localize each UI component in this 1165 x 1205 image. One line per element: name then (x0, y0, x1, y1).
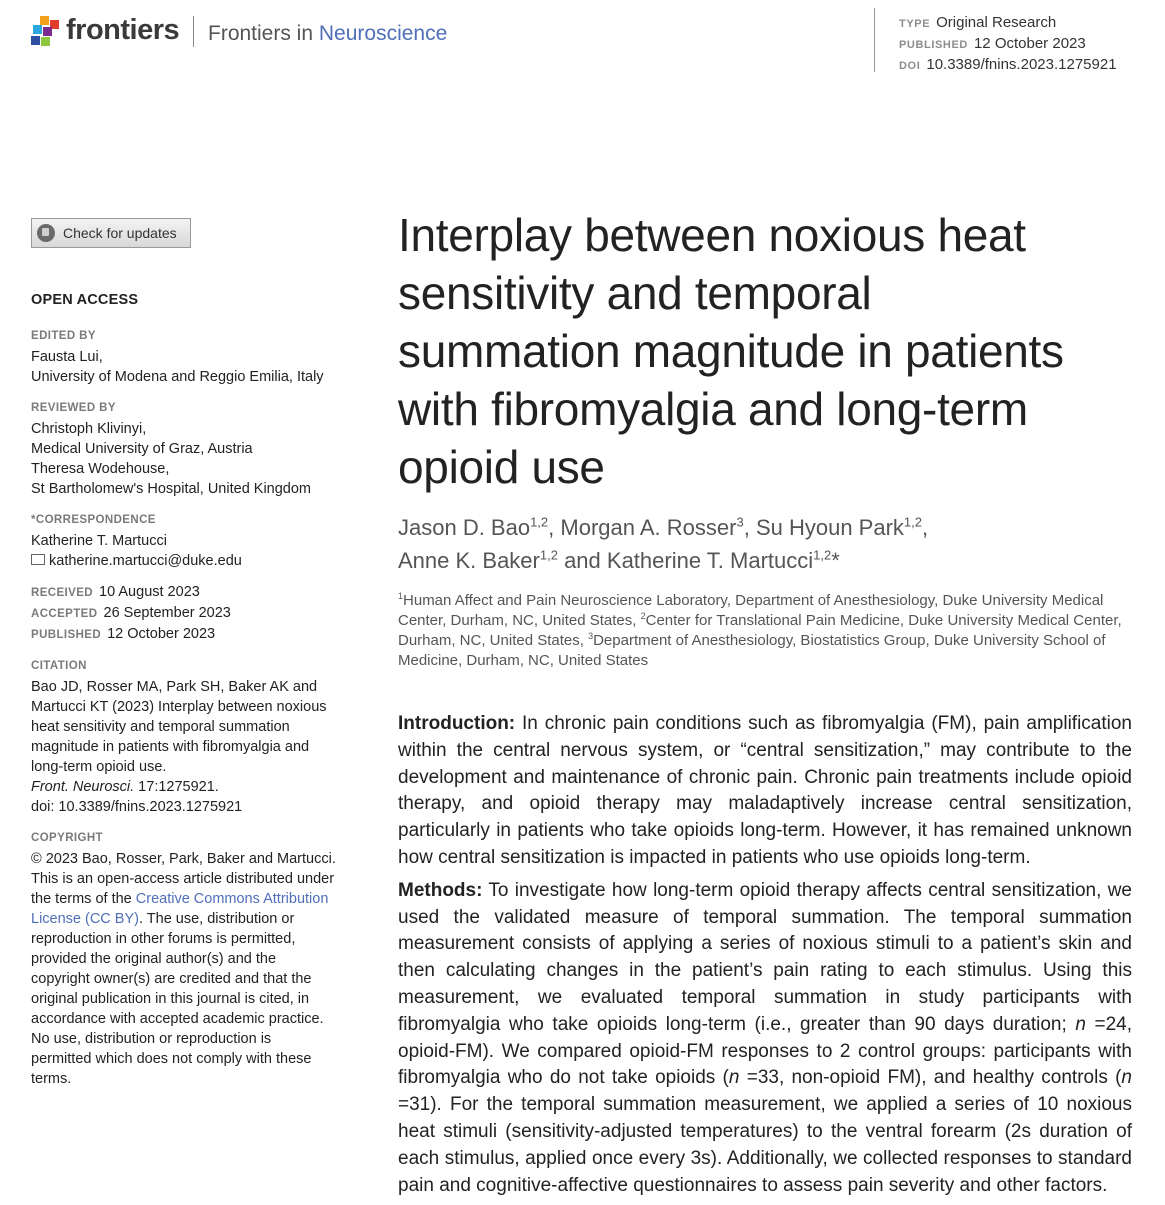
correspondence-name: Katherine T. Martucci (31, 533, 167, 549)
accepted-label: ACCEPTED (31, 608, 98, 620)
title-line: opioid use (398, 441, 605, 493)
author-name[interactable]: Jason D. Bao (398, 515, 531, 540)
citation-line: Martucci KT (2023) Interplay between noxious (31, 699, 327, 715)
crossmark-icon (37, 224, 55, 242)
citation-section (31, 656, 371, 817)
introduction-text: In chronic pain conditions such as fibromyalgia (FM), pain amplification within the central nervous system, or “central sensitization,” may contribute to the development and maintenance of chronic pain. Chronic pain treatments include opioid therapy, and opioid therapy may maladaptively increase central sensitization, particularly in patients who take opioids long-term. However, it has remained unknown how central sensitization is impacted in patients who use opioids long-term. (398, 713, 1132, 868)
accepted-date: 26 September 2023 (103, 605, 231, 621)
methods-text: =24, opioid-FM). We compared opioid-FM responses to 2 control groups: participants with fibromyalgia who do not take opioids ( (398, 1013, 1132, 1089)
citation-volume: 17:1275921. (134, 779, 219, 795)
citation-line: heat sensitivity and temporal summation (31, 719, 290, 735)
reviewed-section (31, 398, 371, 499)
frontiers-cubes-icon (30, 15, 60, 47)
received-label: RECEIVED (31, 587, 93, 599)
author-separator: * (831, 548, 840, 573)
published-label: PUBLISHED (31, 629, 102, 641)
methods-text: To investigate how long-term opioid therapy affects central sensitization, we used the validated measure of temporal summation. The temporal summation measurement consists of applying a series of noxious stimuli to a patient’s skin and then calculating changes in the patient’s pain rating to each stimulus. Using this measurement, we evaluated temporal summation in study participants with fibromyalgia who take opioids long-term (i.e., greater than 90 days duration; (398, 879, 1132, 1035)
copyright-line: terms. (31, 1071, 72, 1087)
author-affiliation-sup: 1,2 (530, 514, 549, 530)
journal-name[interactable] (208, 22, 447, 46)
open-access-label: OPEN ACCESS (31, 292, 139, 308)
journal-prefix: Frontiers in (208, 22, 319, 45)
introduction-heading: Introduction: (398, 713, 516, 734)
copyright-text: the terms of the (31, 891, 136, 907)
author-separator: and (557, 548, 607, 573)
copyright-line: © 2023 Bao, Rosser, Park, Baker and Martucci. (31, 851, 336, 867)
title-line: summation magnitude in patients (398, 325, 1064, 377)
citation-line: long-term opioid use. (31, 759, 167, 775)
affiliation-text: Center for Translational Pain Medicine, Duke University Medical Center, Durham, NC, United States, (398, 612, 1122, 649)
copyright-line: copyright owner(s) are credited and that the (31, 971, 312, 987)
doi-label: DOI (899, 60, 921, 72)
author-separator: , (743, 515, 756, 540)
copyright-line: This is an open-access article distributed under (31, 871, 335, 887)
author-affiliation-sup: 1,2 (539, 547, 558, 563)
title-line: sensitivity and temporal (398, 267, 872, 319)
correspondence-section (31, 510, 371, 571)
title-line: Interplay between noxious heat (398, 209, 1026, 261)
citation-label: CITATION (31, 660, 87, 672)
received-date: 10 August 2023 (99, 584, 200, 600)
author-name[interactable]: Su Hyoun Park (755, 515, 904, 540)
article-meta (899, 13, 1117, 76)
methods-heading: Methods: (398, 879, 483, 901)
published-label: PUBLISHED (899, 39, 968, 51)
published-date: 12 October 2023 (107, 626, 216, 642)
sample-size-symbol: n (1121, 1067, 1132, 1089)
dates-section (31, 582, 371, 645)
article-title (398, 206, 1138, 496)
citation-doi[interactable]: doi: 10.3389/fnins.2023.1275921 (31, 799, 243, 815)
methods-text: =33, non-opioid FM), and healthy controls ( (739, 1067, 1122, 1089)
editor-name: Fausta Lui, (31, 349, 103, 365)
header-divider (193, 16, 194, 47)
correspondence-label: *CORRESPONDENCE (31, 514, 156, 526)
copyright-section (31, 828, 371, 1089)
author-name[interactable]: Morgan A. Rosser (560, 515, 737, 540)
copyright-line: accordance with accepted academic practice. (31, 1011, 324, 1027)
sample-size-symbol: n (1075, 1013, 1086, 1035)
author-affiliation-sup: 3 (736, 514, 744, 530)
abstract-introduction (398, 711, 1132, 872)
check-updates-button[interactable] (31, 218, 191, 248)
doi-value[interactable]: 10.3389/fnins.2023.1275921 (926, 56, 1117, 73)
author-separator: , (548, 515, 561, 540)
affiliation-number: 1 (398, 591, 404, 601)
affiliation-text: Human Affect and Pain Neuroscience Laboratory, Department of Anesthesiology, Duke University Medical Center, Durham, NC, United States, (398, 592, 1104, 629)
author-list (398, 511, 1138, 577)
citation-journal: Front. Neurosci. (31, 779, 135, 795)
author-name[interactable]: Anne K. Baker (398, 548, 540, 573)
cc-license-link[interactable]: License (CC BY) (31, 911, 139, 927)
author-affiliation-sup: 1,2 (813, 547, 832, 563)
copyright-line: original publication in this journal is cited, in (31, 991, 310, 1007)
copyright-line: provided the original author(s) and the (31, 951, 277, 967)
citation-line: magnitude in patients with fibromyalgia and (31, 739, 310, 755)
envelope-icon (31, 554, 45, 565)
reviewer-name: Christoph Klivinyi, (31, 421, 147, 437)
copyright-line: reproduction in other forums is permitted, (31, 931, 296, 947)
copyright-label: COPYRIGHT (31, 832, 103, 844)
sidebar-meta (31, 326, 371, 1100)
methods-text: =31). For the temporal summation measurement, we applied a series of 10 noxious heat stimuli (sensitivity-adjusted temperatures) to the ventral forearm (2s duration of each stimulus, applied once every 3s). Additionally, we collected responses to standard pain and cognitive-affective questionnaires to assess pain severity and other factors. (398, 1094, 1132, 1196)
copyright-line: permitted which does not comply with these (31, 1051, 312, 1067)
correspondence-email[interactable]: katherine.martucci@duke.edu (49, 553, 242, 569)
type-value: Original Research (936, 14, 1057, 31)
affiliations (398, 591, 1138, 671)
author-separator: , (921, 515, 929, 540)
check-updates-label: Check for updates (63, 225, 177, 241)
reviewer-affiliation: St Bartholomew's Hospital, United Kingdom (31, 481, 312, 497)
cc-license-link[interactable]: Creative Commons Attribution (135, 891, 329, 907)
title-line: with fibromyalgia and long-term (398, 383, 1028, 435)
journal-accent: Neuroscience (318, 22, 448, 45)
copyright-text: . The use, distribution or (138, 911, 295, 927)
editor-affiliation: University of Modena and Reggio Emilia, Italy (31, 369, 324, 385)
reviewer-name: Theresa Wodehouse, (31, 461, 170, 477)
published-value: 12 October 2023 (973, 35, 1086, 52)
author-name[interactable]: Katherine T. Martucci (606, 548, 814, 573)
affiliation-number: 2 (640, 611, 646, 621)
citation-line: Bao JD, Rosser MA, Park SH, Baker AK and (31, 679, 318, 695)
reviewed-label: REVIEWED BY (31, 402, 116, 414)
meta-divider (874, 8, 875, 72)
frontiers-logo[interactable] (30, 14, 179, 47)
author-affiliation-sup: 1,2 (903, 514, 922, 530)
edited-label: EDITED BY (31, 330, 96, 342)
reviewer-affiliation: Medical University of Graz, Austria (31, 441, 253, 457)
abstract (398, 711, 1132, 1205)
brand-name: frontiers (66, 14, 180, 46)
edited-section (31, 326, 371, 387)
affiliation-text: Department of Anesthesiology, Biostatistics Group, Duke University School of Medicine, Durham, NC, United States (398, 632, 1106, 669)
affiliation-number: 3 (588, 631, 594, 641)
copyright-line: No use, distribution or reproduction is (31, 1031, 272, 1047)
type-label: TYPE (899, 18, 931, 30)
abstract-methods (398, 878, 1132, 1200)
sample-size-symbol: n (728, 1067, 740, 1089)
